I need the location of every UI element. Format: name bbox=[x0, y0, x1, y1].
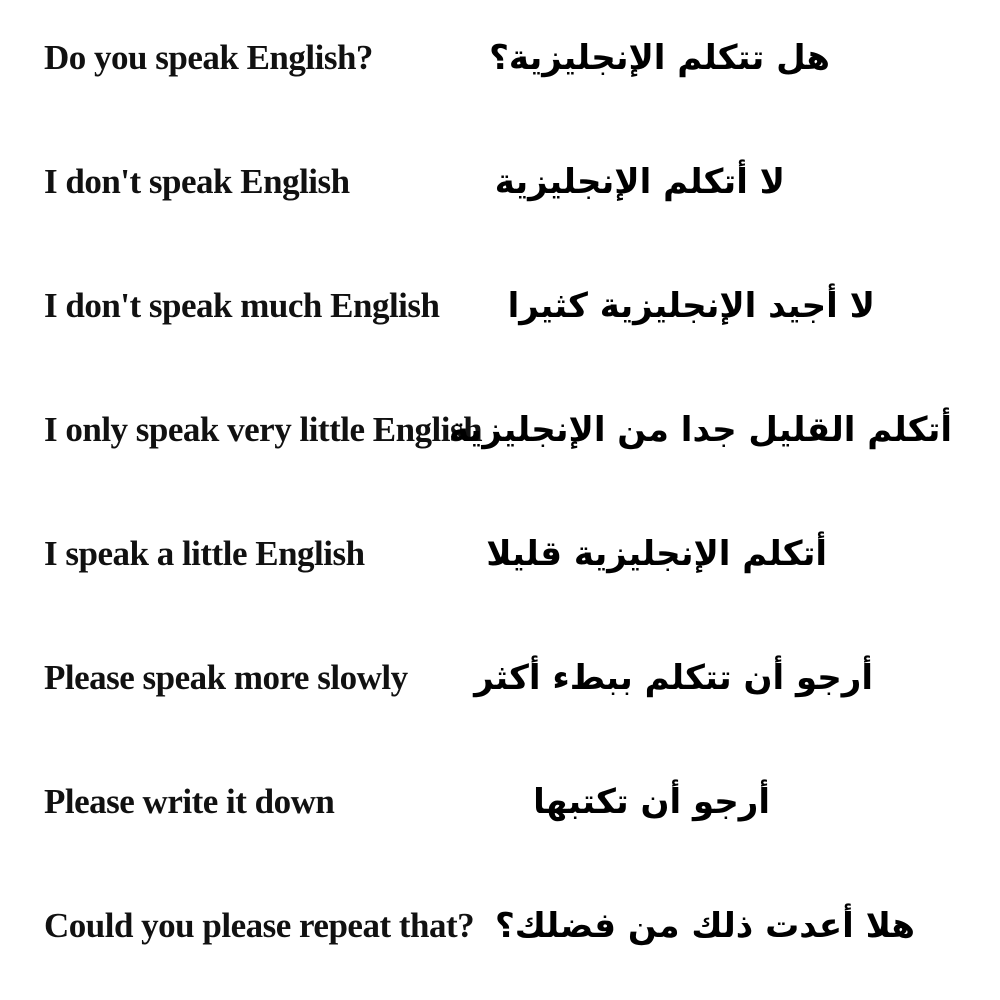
arabic-phrase: هل تتكلم الإنجليزية؟ bbox=[489, 38, 830, 78]
english-phrase: Please write it down bbox=[44, 782, 335, 821]
phrase-row bbox=[0, 891, 1000, 961]
phrase-row bbox=[0, 271, 1000, 341]
phrase-row bbox=[0, 147, 1000, 217]
arabic-phrase: لا أجيد الإنجليزية كثيرا bbox=[507, 286, 875, 326]
english-phrase: I don't speak much English bbox=[44, 286, 440, 325]
english-phrase: Could you please repeat that? bbox=[44, 906, 475, 945]
phrase-row bbox=[0, 395, 1000, 465]
arabic-phrase: أرجو أن تتكلم ببطء أكثر bbox=[474, 658, 873, 698]
phrase-row bbox=[0, 643, 1000, 713]
arabic-phrase: هلا أعدت ذلك من فضلك؟ bbox=[495, 906, 915, 946]
arabic-phrase: أرجو أن تكتبها bbox=[533, 782, 770, 822]
english-phrase: I don't speak English bbox=[44, 162, 350, 201]
english-phrase: I speak a little English bbox=[44, 534, 365, 573]
english-phrase: I only speak very little English bbox=[44, 410, 483, 449]
arabic-phrase: لا أتكلم الإنجليزية bbox=[494, 162, 785, 202]
arabic-phrase: أتكلم الإنجليزية قليلا bbox=[486, 534, 827, 574]
english-phrase: Please speak more slowly bbox=[44, 658, 408, 697]
phrase-row bbox=[0, 23, 1000, 93]
phrase-row bbox=[0, 519, 1000, 589]
arabic-phrase: أتكلم القليل جدا من الإنجليزية bbox=[448, 410, 952, 450]
phrase-row bbox=[0, 767, 1000, 837]
english-phrase: Do you speak English? bbox=[44, 38, 373, 77]
